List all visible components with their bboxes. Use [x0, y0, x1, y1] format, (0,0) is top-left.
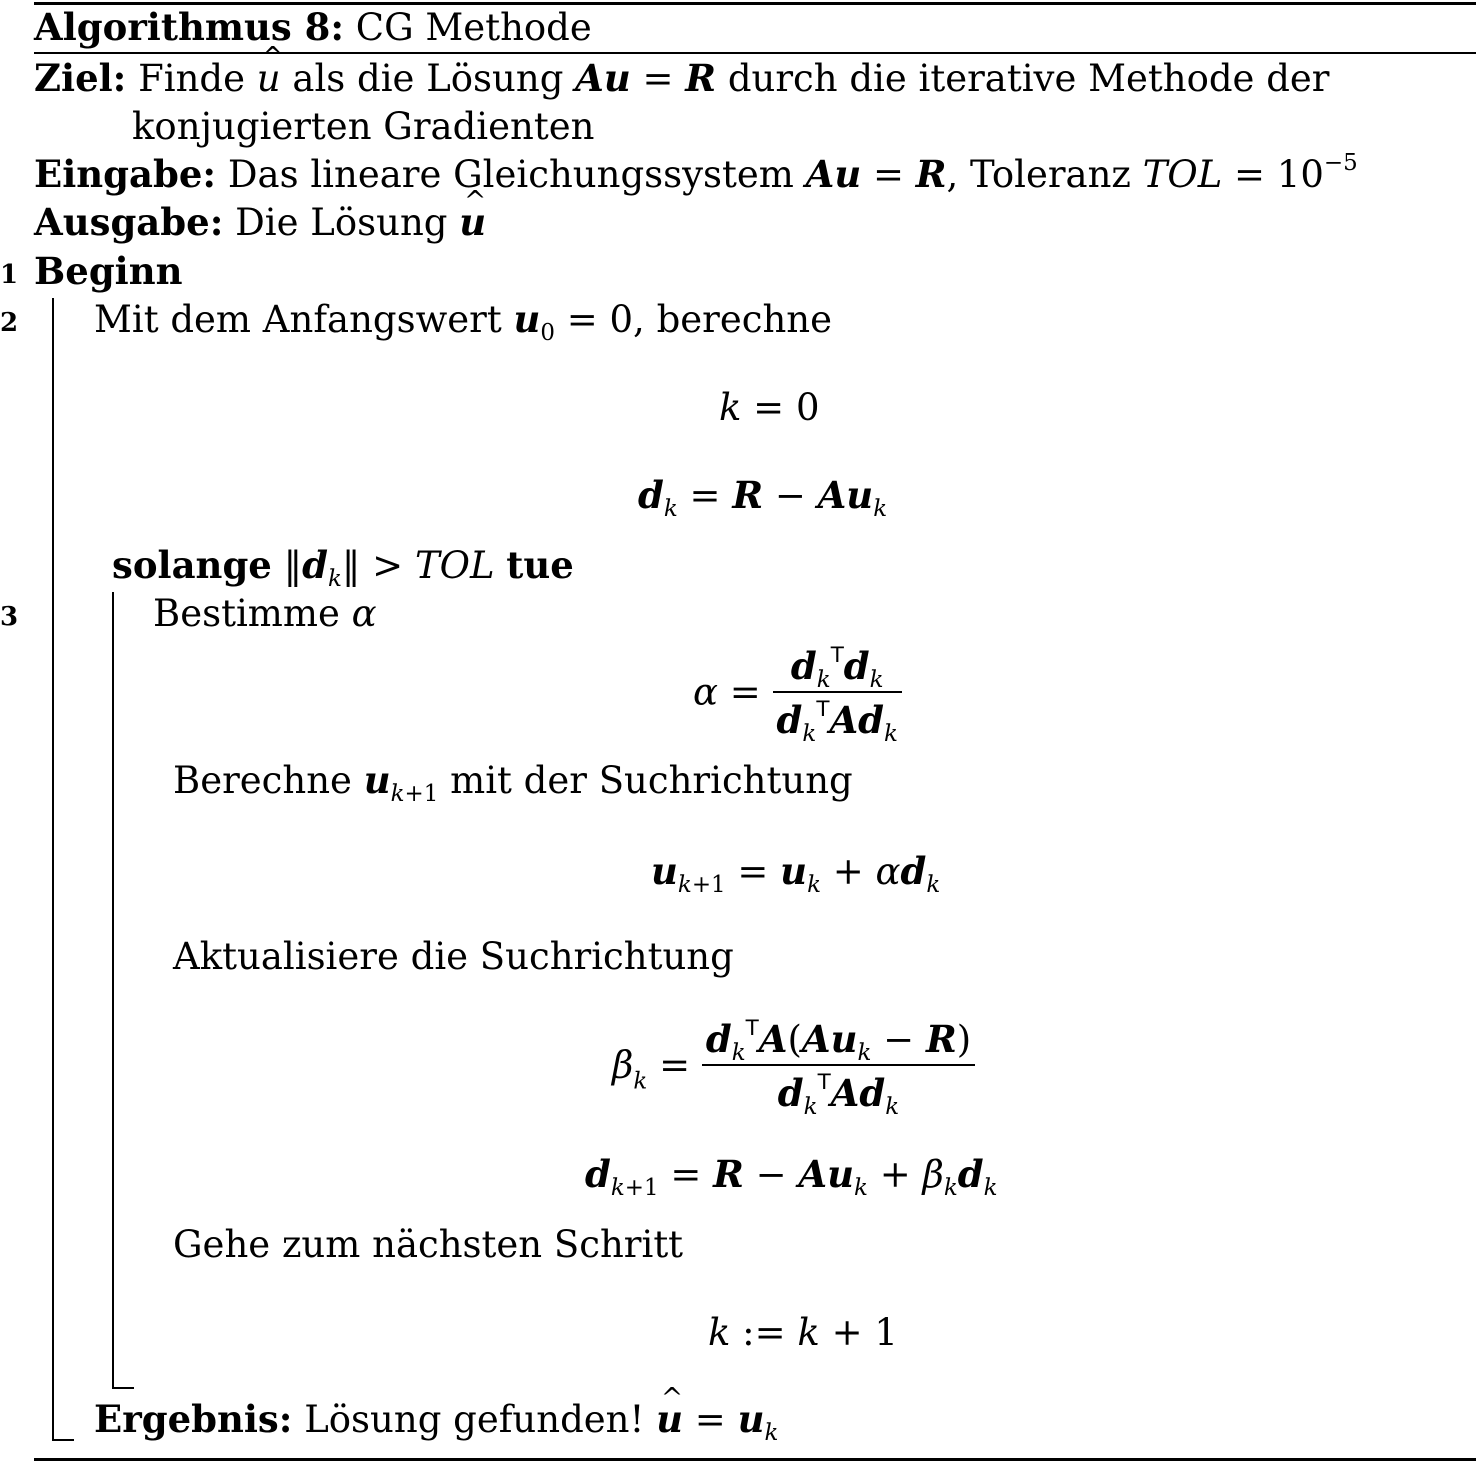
line-number-3: 3 [0, 602, 19, 632]
init-text-post: = 0, berechne [566, 298, 833, 341]
equation-alpha: α = $\frac{d_k^Td_k}{d_k^TAd_k}$ [693, 645, 902, 739]
do-keyword: tue [506, 543, 574, 587]
tol-symbol: TOL [1142, 153, 1223, 196]
output-label: Ausgabe: [34, 200, 224, 244]
output-text: Die Lösung [235, 201, 448, 244]
inner-block-bar [112, 592, 114, 1389]
equation-k-init: k = 0 [719, 386, 820, 429]
compute-u-line: Berechne $u_{k+1}$ mit der Suchrichtung [173, 758, 853, 808]
goal-continuation: konjugierten Gradienten [132, 105, 595, 148]
header-rule [34, 52, 1476, 54]
equation-d-update: $d_{k+1} = R - Au_k + \beta_kd_k$ [585, 1152, 998, 1202]
input-label: Eingabe: [34, 152, 217, 196]
equation-k-increment: k := k + 1 [708, 1311, 898, 1354]
algorithm-header [34, 5, 592, 49]
bottom-rule [34, 1458, 1476, 1461]
result-label: Ergebnis: [94, 1397, 293, 1441]
u0-symbol: u [513, 297, 541, 341]
u-hat-bold: ^ u [459, 204, 486, 241]
input-text-pre: Das lineare Gleichungssystem [227, 153, 794, 196]
outer-block-foot [52, 1439, 74, 1441]
outer-block-bar [52, 298, 54, 1441]
output-line [34, 200, 487, 244]
equation-beta: $\beta_k$ = $\frac{d_k^TA(Au_k - R)}{d_k^TAd_k}$ [612, 1018, 975, 1112]
while-keyword: solange [112, 543, 272, 587]
result-line: Ergebnis: Lösung gefunden! ^ $u = u_k$ [94, 1401, 778, 1438]
equation-au-r: Au [575, 56, 631, 100]
tol-value: 10 [1276, 153, 1324, 196]
goal-text-mid: als die Lösung [292, 57, 564, 100]
input-line: Eingabe: Das lineare Gleichungssystem Au = R, Toleranz TOL = $10^{-5}$ [34, 149, 1358, 196]
u-hat-symbol: ^ u [257, 60, 281, 97]
goal-text-post: durch die iterative Methode der [727, 57, 1330, 100]
goal-text-pre: Finde [138, 57, 246, 100]
tol-exponent: −5 [1323, 149, 1358, 176]
equation-d-init: $d_k = R - Au_k$ [638, 473, 888, 523]
algorithm-label: Algorithmus 8: [34, 5, 345, 49]
line-number-1: 1 [0, 260, 19, 290]
inner-block-foot [112, 1387, 134, 1389]
init-line: Mit dem Anfangswert $u_0 = 0$, berechne [94, 297, 833, 347]
input-text-post: , Toleranz [946, 153, 1131, 196]
goal-label: Ziel: [34, 56, 127, 100]
init-text-pre: Mit dem Anfangswert [94, 298, 502, 341]
begin-keyword: Beginn [34, 249, 183, 293]
line-number-2: 2 [0, 308, 19, 338]
determine-alpha-text: Bestimme [153, 592, 340, 635]
equation-au-r-input: Au [805, 152, 862, 196]
goal-line: Ziel: Finde ^ u als die Lösung Au = R durch die iterative Methode der [34, 60, 1329, 97]
result-text: Lösung gefunden! [304, 1398, 645, 1441]
while-line: solange $‖d_k‖$ > TOL tue [112, 543, 574, 593]
next-step-text: Gehe zum nächsten Schritt [173, 1223, 684, 1266]
equation-u-update: $u_{k+1} = u_k + \alpha d_k$ [651, 849, 941, 899]
determine-alpha-line: Bestimme α [153, 592, 377, 635]
update-direction-text: Aktualisiere die Suchrichtung [173, 935, 734, 978]
compute-u-post: mit der Suchrichtung [450, 759, 853, 802]
compute-u-text: Berechne [173, 759, 352, 802]
algorithm-title: CG Methode [355, 6, 592, 49]
